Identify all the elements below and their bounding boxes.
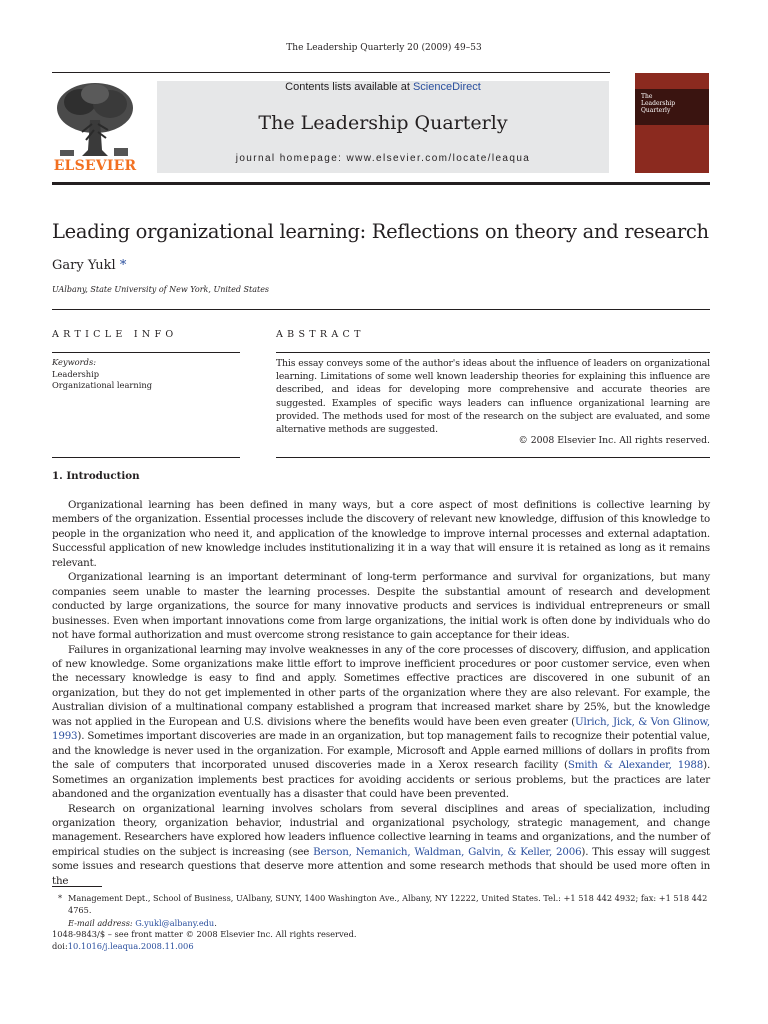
paragraph: Organizational learning has been defined in many ways, but a core aspect of most definitions is collective learning by members of the organization. Essential processes include the discovery of relevant new knowledge, diffusion of this knowledge to people in the organization who need it, and application of the knowledge to improve internal processes and external adaptation. Successful application of new knowledge includes institutionalizing it in a way that will ensure it is retained as long as it remains relevant. <box>52 499 710 569</box>
masthead-heavy-rule <box>52 182 710 185</box>
abstract-bottom-divider <box>276 457 710 458</box>
keyword-item: Organizational learning <box>52 380 153 391</box>
abstract-divider <box>276 352 710 353</box>
cover-title <box>641 93 675 114</box>
journal-title: The Leadership Quarterly <box>258 112 508 134</box>
journal-cover-thumbnail <box>635 73 709 173</box>
abstract-copyright: © 2008 Elsevier Inc. All rights reserved. <box>518 435 710 446</box>
cover-title-line: Quarterly <box>641 107 671 114</box>
cover-title-line: The <box>641 93 653 100</box>
title-divider <box>52 309 710 310</box>
citation-link[interactable]: Smith & Alexander, 1988 <box>567 759 704 772</box>
front-matter <box>52 928 357 953</box>
section-heading: 1. Introduction <box>52 470 140 482</box>
citation-link[interactable]: Berson, Nemanich, Waldman, Galvin, & Keller, 2006 <box>313 845 582 858</box>
cover-title-line: Leadership <box>641 100 676 107</box>
paragraph: Organizational learning is an important determinant of long-term performance and survival for organizations, but many companies seem unable to master the learning processes. Despite the substantial amount of research and development conducted by large organizations, the source for many innovative products and services is individual entrepreneurs or small businesses. Even when important innovations come from large organizations, the initial work is often done by individuals who do not have formal authorization and must overcome strong resistance to gain acceptance for their ideas. <box>52 571 710 642</box>
doi-link[interactable]: 10.1016/j.leaqua.2008.11.006 <box>67 941 194 952</box>
keyword-item: Leadership <box>52 368 100 379</box>
article-info-bottom-divider <box>52 457 240 458</box>
paragraph-text: ). Sometimes an organization implements best practices for avoiding accidents or serious problems, but the practices are later abandoned and the organization eventually has a disaster that could have been prevented. <box>52 759 711 801</box>
keywords-block <box>52 357 152 392</box>
doi-line <box>52 940 357 952</box>
masthead-top-rule <box>52 72 610 73</box>
author-affiliation: UAlbany, State University of New York, United States <box>52 285 270 294</box>
abstract-heading: ABSTRACT <box>276 329 365 340</box>
keywords-label: Keywords: <box>52 357 97 367</box>
author-footnote-link[interactable]: * <box>119 258 127 273</box>
abstract-text: This essay conveys some of the author's ideas about the influence of leaders on organizational learning. Limitations of some well known leadership theories for explaining this influence are described, and ideas for developing more comprehensive and accurate theories are suggested. Examples of specific ways leaders can influence organizational learning are provided. The methods used for most of the research on the subject are evaluated, and some alternative methods are suggested. <box>276 358 710 436</box>
author-footnote <box>52 892 710 929</box>
paragraph-text: ). Sometimes important discoveries are made in an organization, but top management fails to recognize their potential value, and the knowledge is never used in the organization. For example, Microsoft and Apple earned millions of dollars in profits from the sale of computers that incorporated unused discoveries made in a Xerox research facility ( <box>52 730 710 772</box>
footnote-text: Management Dept., School of Business, UAlbany, SUNY, 1400 Washington Ave., Albany, NY 12222, United States. Tel.: +1 518 442 4932; fax: +1 518 442 4765. <box>68 893 708 916</box>
email-label: E-mail address: <box>68 917 133 928</box>
publisher-wordmark: ELSEVIER <box>53 158 137 174</box>
email-link[interactable]: G.yukl@albany.edu <box>135 917 215 928</box>
sciencedirect-link[interactable]: ScienceDirect <box>412 81 481 93</box>
footnote-line <box>52 892 710 917</box>
email-end: . <box>214 917 217 928</box>
article-info-heading: ARTICLE INFO <box>52 329 178 340</box>
body-text <box>52 498 710 888</box>
author-line <box>52 258 126 273</box>
contents-available-line <box>157 81 609 93</box>
paragraph-text: ). This essay will suggest some issues and research questions that deserve more attention and some research methods that should be used more often in the <box>52 845 710 887</box>
paragraph <box>52 802 710 889</box>
issn-line: 1048-9843/$ – see front matter © 2008 Elsevier Inc. All rights reserved. <box>52 929 357 939</box>
doi-label: doi: <box>52 941 68 952</box>
article-title: Leading organizational learning: Reflections on theory and research <box>52 220 709 243</box>
citation-link[interactable]: Ulrich, Jick, & Von Glinow, 1993 <box>52 715 711 743</box>
journal-homepage[interactable]: journal homepage: www.elsevier.com/locate/leaqua <box>235 153 531 164</box>
paragraph <box>52 643 710 802</box>
footnote-rule <box>52 886 102 887</box>
footnote-mark: * <box>58 893 63 903</box>
running-head: The Leadership Quarterly 20 (2009) 49–53 <box>286 43 482 53</box>
paragraph-text: Failures in organizational learning may involve weaknesses in any of the core processes of discovery, diffusion, and application of new knowledge. Some organizations make little effort to improve inefficient procedures or poor customer service, even when the necessary knowledge is easy to find and apply. Sometimes effective practices are discovered in one subunit of an organization, but they do not get implemented in other parts of the organization where they are also relevant. For example, the Australian division of a multinational company established a program that increased market share by 25%, but the knowledge was not applied in the European and U.S. divisions where the benefits would have been even greater ( <box>52 643 710 728</box>
author-name: Gary Yukl <box>52 258 116 273</box>
contents-prefix: Contents lists available at <box>285 81 413 93</box>
paragraph-text: Research on organizational learning involves scholars from several disciplines and areas of specialization, including organization theory, organization behavior, industrial and organizational psychology, strategic management, and change management. Researchers have explored how leaders influence collective learning in teams and organizations, and the number of empirical studies on the subject is increasing (see <box>52 802 710 858</box>
article-info-divider <box>52 352 240 353</box>
